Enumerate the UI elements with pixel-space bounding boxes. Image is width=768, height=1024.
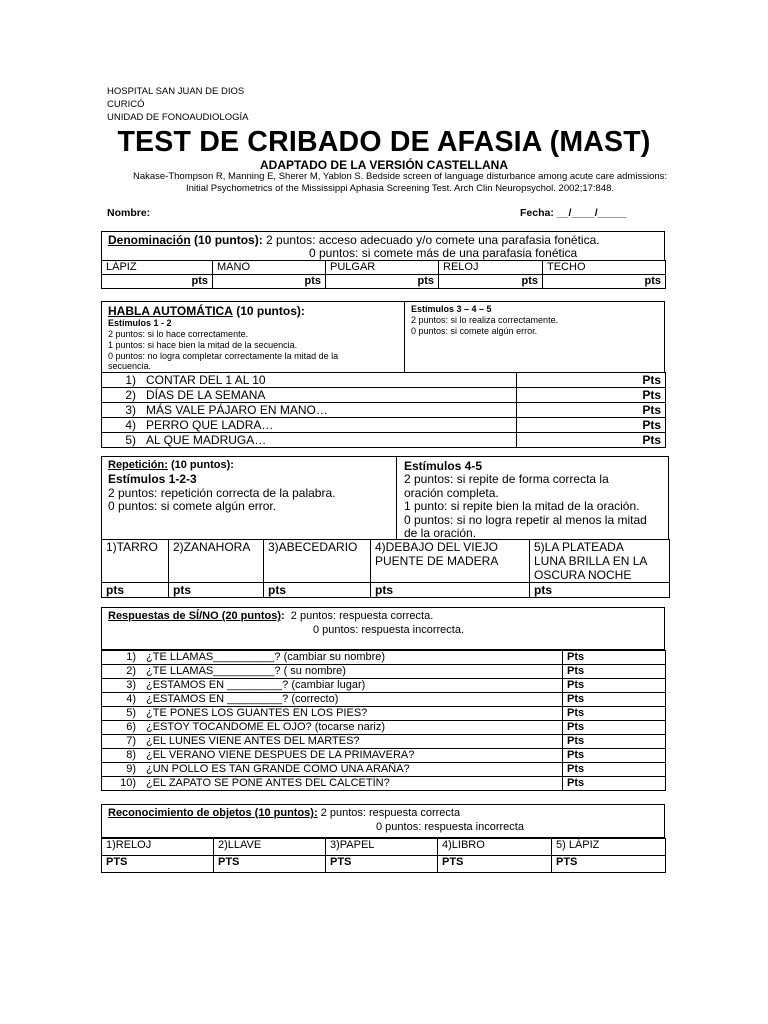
date-label: Fecha: __/____/_____ [520,207,627,219]
sino-rule1: 2 puntos: respuesta correcta. [290,610,434,622]
sino-item: 2) ¿TE LLAMAS__________? ( su nombre) [102,665,563,679]
denominacion-item: TECHO [543,261,666,275]
sino-item: 5) ¿TE PONES LOS GUANTES EN LOS PIES? [102,707,563,721]
city-name: CURICÓ [107,99,145,110]
sino-item: 4) ¿ESTAMOS EN _________? (correcto) [102,693,563,707]
sino-item: 9) ¿UN POLLO ES TAN GRANDE COMO UNA ARAÑA? [102,763,563,777]
repeticion-left-rule: 2 puntos: repetición correcta de la palabra. [108,486,336,500]
repeticion-title-line [108,459,234,471]
repeticion-left-head: Estímulos 1-2-3 [108,472,197,486]
repeticion-item: 2)ZANAHORA [169,540,264,583]
denominacion-item: PULGAR [326,261,439,275]
habla-right-rule: 2 puntos: si lo realiza correctamente. [411,315,559,325]
sino-table [101,650,666,791]
pts-field[interactable]: Pts [563,749,666,763]
sino-item: 3) ¿ESTAMOS EN _________? (cambiar lugar) [102,679,563,693]
repeticion-item: 3)ABECEDARIO [264,540,371,583]
pts-field[interactable]: PTS [102,856,214,873]
pts-field[interactable]: pts [102,275,213,289]
repeticion-right-rule: oración completa. [404,486,499,500]
repeticion-title: Repetición: [108,459,168,471]
pts-field[interactable]: Pts [563,735,666,749]
pts-field[interactable]: pts [102,583,169,598]
pts-field[interactable]: pts [439,275,543,289]
repeticion-header [101,456,669,540]
page-title: TEST DE CRIBADO DE AFASIA (MAST) [117,126,651,158]
habla-left-rule: 1 puntos: si hace bien la mitad de la secuencia. [108,340,298,350]
habla-left-rule: 0 puntos: no logra completar correctamente la mitad de la [108,351,339,361]
denominacion-table [101,260,666,289]
pts-field[interactable]: Pts [563,651,666,665]
reconocimiento-item: 2)LLAVE [214,839,326,856]
pts-field[interactable]: pts [264,583,371,598]
citation: Nakase-Thompson R, Manning E, Sherer M, Yablon S. Bedside screen of language disturbance among acute care admissions: Initial Psychometrics of the Mississippi Aphasia Screening Test. Arch Clin Neuropsychol. 2002;17:848. [132,171,668,194]
denominacion-header [101,231,665,261]
unit-name: UNIDAD DE FONOAUDIOLOGÍA [107,112,249,123]
hospital-name: HOSPITAL SAN JUAN DE DIOS [107,86,245,97]
pts-field[interactable]: PTS [326,856,438,873]
reconocimiento-header [101,804,665,838]
denominacion-item: MANO [213,261,326,275]
habla-item: 3) MÁS VALE PÁJARO EN MANO… [102,403,517,418]
sino-item: 6) ¿ESTOY TOCANDOME EL OJO? (tocarse nariz) [102,721,563,735]
habla-table [101,372,666,448]
habla-title: HABLA AUTOMÁTICA [108,304,233,318]
habla-left-rule: secuencia. [108,361,152,371]
pts-field[interactable]: pts [326,275,439,289]
pts-field[interactable]: Pts [563,707,666,721]
habla-item: 4) PERRO QUE LADRA… [102,418,517,433]
denominacion-rule1: 2 puntos: acceso adecuado y/o comete una parafasia fonética. [266,233,600,247]
sino-rule0: 0 puntos: respuesta incorrecta. [313,624,465,636]
habla-header [101,301,665,373]
repeticion-right-rule: 2 puntos: si repite de forma correcta la [404,472,609,486]
repeticion-right-rule: de la oración. [404,526,477,540]
sino-item: 10) ¿EL ZAPATO SE PONE ANTES DEL CALCETÍN? [102,777,563,791]
pts-field[interactable]: pts [543,275,666,289]
pts-field[interactable]: pts [530,583,670,598]
denominacion-points: (10 puntos): [194,233,263,247]
sino-item: 7) ¿EL LUNES VIENE ANTES DEL MARTES? [102,735,563,749]
pts-field[interactable]: pts [169,583,264,598]
divider [404,302,405,372]
habla-left-rule: 2 puntos: si lo hace correctamente. [108,329,249,339]
repeticion-right-rule: 1 punto: si repite bien la mitad de la oración. [404,499,640,513]
sino-item: 8) ¿EL VERANO VIENE DESPUES DE LA PRIMAVERA? [102,749,563,763]
pts-field[interactable]: Pts [517,388,666,403]
sino-item: 1) ¿TE LLAMAS__________? (cambiar su nombre) [102,651,563,665]
divider [396,457,397,539]
repeticion-item: 5)LA PLATEADA LUNA BRILLA EN LA OSCURA NOCHE [530,540,670,583]
repeticion-right-rule: 0 puntos: si no logra repetir al menos la mitad [404,513,647,527]
pts-field[interactable]: Pts [517,418,666,433]
pts-field[interactable]: PTS [438,856,552,873]
pts-field[interactable]: Pts [563,693,666,707]
reconocimiento-item: 4)LIBRO [438,839,552,856]
habla-left-head: Estímulos 1 - 2 [108,318,172,328]
reconocimiento-item: 5) LÁPIZ [552,839,666,856]
sino-title-line: Respuestas de SÍ/NO (20 puntos): 2 puntos: respuesta correcta. [108,610,434,622]
denominacion-title-line [108,233,600,247]
repeticion-points: (10 puntos): [170,459,234,471]
denominacion-item: LÁPIZ [102,261,213,275]
reconocimiento-item: 3)PAPEL [326,839,438,856]
sino-header [101,607,665,650]
reconocimiento-table [101,838,666,873]
habla-title-line [108,304,305,318]
repeticion-left-rule: 0 puntos: si comete algún error. [108,499,277,513]
reconocimiento-title-line [108,807,460,819]
pts-field[interactable]: Pts [563,777,666,791]
denominacion-item: RELOJ [439,261,543,275]
pts-field[interactable]: Pts [563,679,666,693]
denominacion-title: Denominación [108,233,191,247]
pts-field[interactable]: pts [371,583,530,598]
habla-right-rule: 0 puntos: si comete algún error. [411,326,538,336]
pts-field[interactable]: Pts [563,665,666,679]
pts-field[interactable]: Pts [563,763,666,777]
repeticion-item: 1)TARRO [102,540,169,583]
habla-item: 2) DÍAS DE LA SEMANA [102,388,517,403]
denominacion-rule0: 0 puntos: si comete más de una parafasia fonética [309,246,578,260]
pts-field[interactable]: pts [213,275,326,289]
pts-field[interactable]: Pts [517,403,666,418]
repeticion-right-head: Estímulos 4-5 [404,459,483,473]
sino-title: Respuestas de SÍ/NO (20 puntos) [108,610,281,622]
pts-field[interactable]: Pts [563,721,666,735]
habla-points: (10 puntos): [236,304,305,318]
reconocimiento-rule0: 0 puntos: respuesta incorrecta [376,821,524,833]
name-label: Nombre: [107,207,151,219]
reconocimiento-title: Reconocimiento de objetos (10 puntos): [108,807,318,819]
reconocimiento-rule1: 2 puntos: respuesta correcta [320,807,461,819]
pts-field[interactable]: PTS [214,856,326,873]
pts-field[interactable]: PTS [552,856,666,873]
habla-item: 5) AL QUE MADRUGA… [102,433,517,448]
repeticion-item: 4)DEBAJO DEL VIEJO PUENTE DE MADERA [371,540,530,583]
habla-item: 1) CONTAR DEL 1 AL 10 [102,373,517,388]
habla-right-head: Estímulos 3 – 4 – 5 [411,304,492,314]
pts-field[interactable]: Pts [517,433,666,448]
pts-field[interactable]: Pts [517,373,666,388]
page-subtitle: ADAPTADO DE LA VERSIÓN CASTELLANA [259,158,508,172]
reconocimiento-item: 1)RELOJ [102,839,214,856]
repeticion-table [101,539,670,598]
